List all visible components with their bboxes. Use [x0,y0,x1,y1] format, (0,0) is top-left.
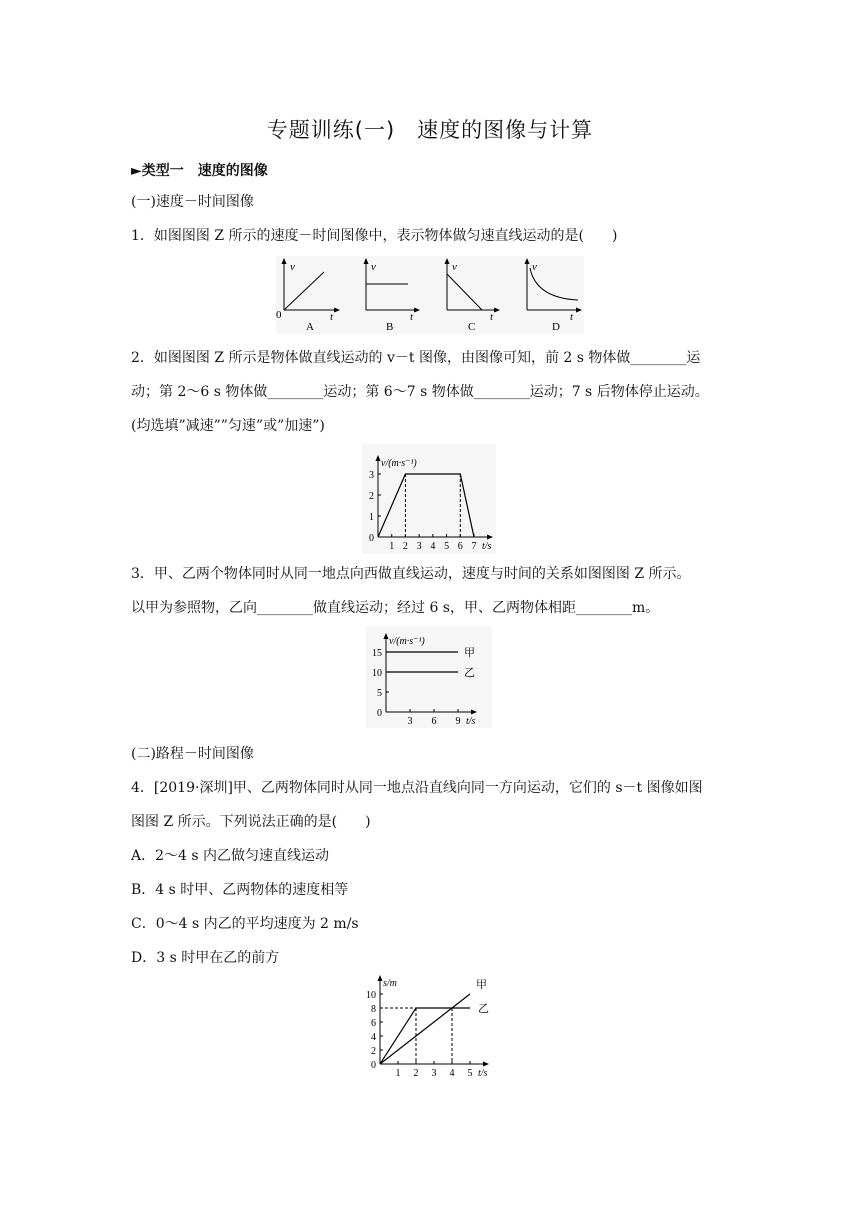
y-tick-label: 0 [371,1060,376,1071]
subsection-heading-2: (二)路程－时间图像 [131,746,254,762]
y-axis-label: s/m [383,978,397,989]
question-3-line2: 以甲为参照物，乙向________做直线运动；经过 6 s，甲、乙两物体相距________m。 [131,600,660,616]
x-axis-label: t/s [482,541,492,552]
x-tick-label: 5 [444,541,450,552]
question-1: 1．如图图图 Z 所示的速度－时间图像中，表示物体做匀速直线运动的是( ) [131,228,618,244]
q1-label-c: C [468,321,476,333]
x-tick-label: 3 [416,541,422,552]
x-axis-arrow [483,1062,489,1067]
series-label: 乙 [464,667,475,679]
y-tick-label: 0 [369,533,374,544]
q1-label-b: B [386,321,394,333]
option-a: A．2～4 s 内乙做匀速直线运动 [131,848,330,864]
y-tick-label: 3 [369,470,374,481]
x-tick-label: 4 [430,541,436,552]
x-axis-label: t/s [466,716,476,727]
q3-chart [366,626,492,728]
q1-axis-t: t [410,311,414,323]
question-4-line1: 4．[2019·深圳]甲、乙两物体同时从同一地点沿直线向同一方向运动，它们的 s－t 图像如图 [131,780,703,796]
x-axis-label: t/s [478,1068,488,1079]
q1-label-a: A [306,321,314,333]
q1-axis-v: v [290,261,295,273]
y-tick-label: 5 [377,688,382,699]
y-tick-label: 0 [377,708,382,719]
option-b: B．4 s 时甲、乙两物体的速度相等 [131,882,349,898]
question-2-line2: 动；第 2～6 s 物体做________运动；第 6～7 s 物体做________运动；7 s 后物体停止运动。 [131,384,709,400]
y-tick-label: 15 [372,648,382,659]
y-tick-label: 2 [369,491,374,502]
y-axis-label: v/(m·s⁻¹) [381,458,417,469]
x-tick-label: 4 [449,1068,455,1079]
question-3-line1: 3．甲、乙两个物体同时从同一地点向西做直线运动，速度与时间的关系如图图图 Z 所示。 [131,566,691,582]
y-axis-arrow [378,975,383,981]
series-label: 乙 [478,1003,489,1015]
q1-axis-v: v [452,261,457,273]
q1-axis-t: t [570,311,574,323]
series-label: 甲 [476,979,487,991]
question-2-line3: (均选填”减速””匀速”或”加速”) [131,418,325,434]
y-tick-label: 2 [371,1046,376,1057]
question-2-line1: 2．如图图图 Z 所示是物体做直线运动的 v－t 图像，由图像可知，前 2 s 物体做________运 [131,350,701,366]
option-c: C．0～4 s 内乙的平均速度为 2 m/s [131,916,359,932]
q1-figure [272,256,584,334]
q1-axis-v: v [371,261,376,273]
x-tick-label: 1 [389,541,395,552]
x-tick-label: 5 [467,1068,473,1079]
q1-origin: 0 [276,309,282,321]
y-tick-label: 4 [371,1032,376,1043]
x-tick-label: 6 [431,716,437,727]
q1-axis-t: t [490,311,494,323]
q1-axis-t: t [330,311,334,323]
page-title: 专题训练(一) 速度的图像与计算 [266,118,594,142]
x-tick-label: 2 [402,541,408,552]
question-4-line2: 图图 Z 所示。下列说法正确的是( ) [131,814,371,830]
y-tick-label: 6 [371,1018,376,1029]
subsection-heading: (一)速度－时间图像 [131,194,254,210]
q1-label-d: D [552,321,560,333]
q4-chart [364,974,500,1082]
x-tick-label: 2 [413,1068,419,1079]
series-line-1 [380,1008,470,1064]
y-tick-label: 8 [371,1004,376,1015]
option-d: D．3 s 时甲在乙的前方 [131,950,280,966]
x-tick-label: 6 [457,541,463,552]
q1-axis-v: v [532,261,537,273]
section-heading: ►类型一 速度的图像 [131,163,268,179]
y-axis-label: v/(m·s⁻¹) [389,636,425,647]
x-tick-label: 3 [407,716,413,727]
y-tick-label: 10 [372,668,382,679]
y-tick-label: 1 [369,512,374,523]
q2-chart [362,444,496,554]
series-line-0 [380,994,470,1064]
x-tick-label: 7 [471,541,477,552]
x-tick-label: 3 [431,1068,437,1079]
y-tick-label: 10 [366,990,376,1001]
x-tick-label: 1 [395,1068,401,1079]
x-tick-label: 9 [455,716,461,727]
series-label: 甲 [464,647,475,659]
